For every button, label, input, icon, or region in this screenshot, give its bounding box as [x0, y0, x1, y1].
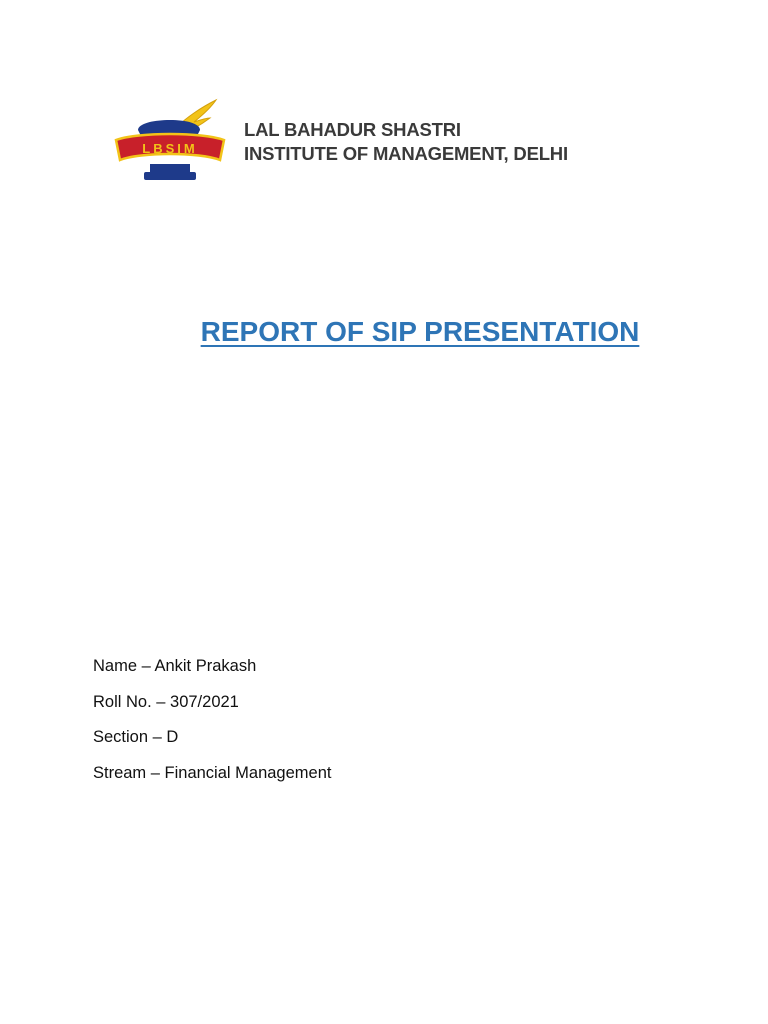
student-section: Section – D: [93, 728, 179, 746]
student-roll-no: Roll No. – 307/2021: [93, 692, 239, 711]
emblem-lettering: LBSIM: [142, 141, 198, 156]
lbsim-emblem-logo: [108, 96, 232, 188]
student-name: Name – Ankit Prakash: [93, 657, 257, 675]
institute-header: [108, 96, 638, 196]
institute-name: [244, 118, 568, 166]
institute-name-line2: INSTITUTE OF MANAGEMENT, DELHI: [244, 143, 568, 164]
report-title: [0, 316, 768, 348]
student-stream: Stream – Financial Management: [93, 763, 332, 782]
report-title-text: REPORT OF SIP PRESENTATION: [200, 316, 640, 347]
institute-name-line1: LAL BAHADUR SHASTRI: [244, 119, 461, 140]
student-details: [93, 654, 331, 796]
